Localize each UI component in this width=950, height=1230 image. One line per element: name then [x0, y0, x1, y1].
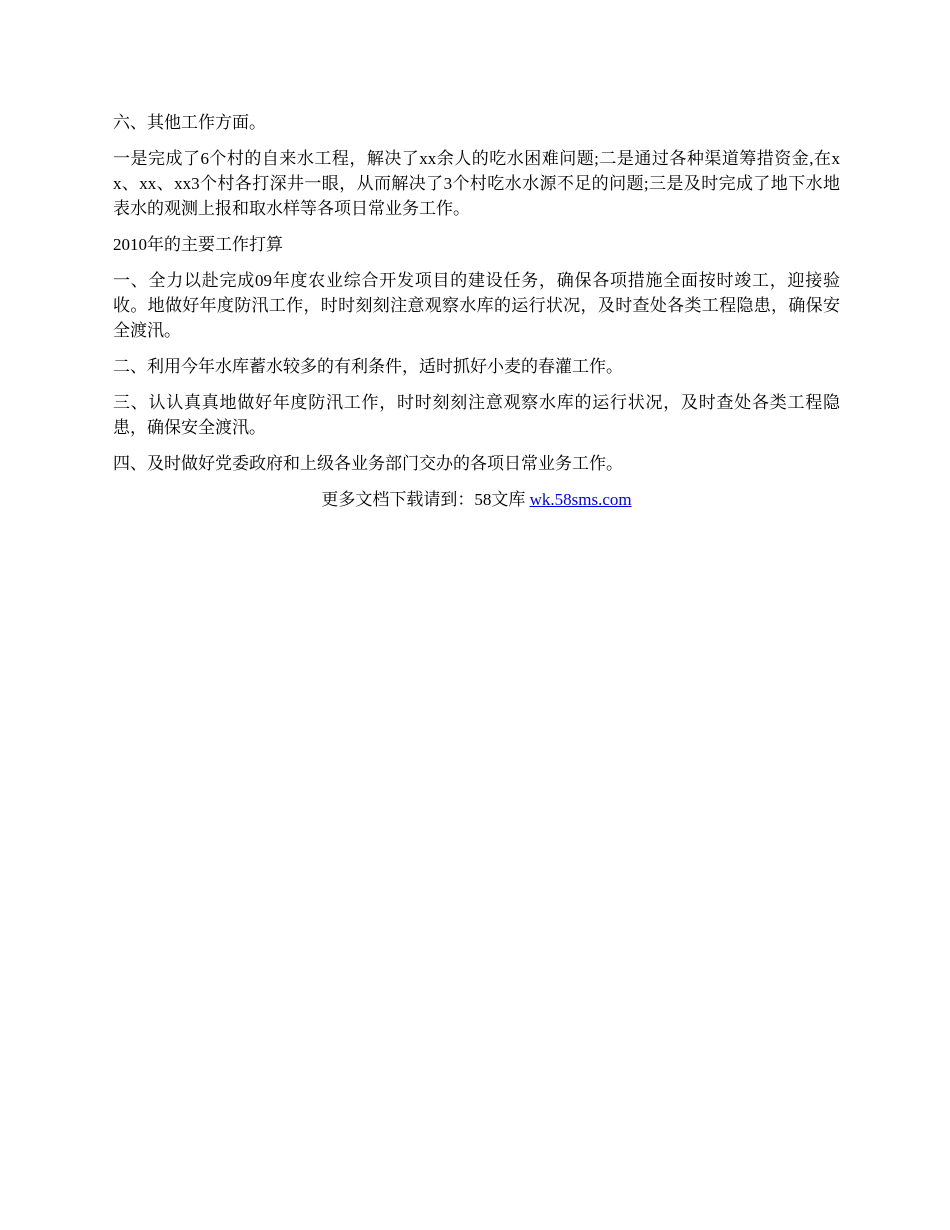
document-page — [113, 110, 840, 513]
paragraph-plan-item-4: 四、及时做好党委政府和上级各业务部门交办的各项日常业务工作。 — [113, 454, 623, 473]
section-heading-other-work: 六、其他工作方面。 — [113, 113, 266, 132]
paragraph-plan-item-3: 三、认认真真地做好年度防汛工作，时时刻刻注意观察水库的运行状况，及时查处各类工程隐患，确保安全渡汛。 — [113, 393, 840, 437]
paragraph-achievements: 一是完成了6个村的自来水工程，解决了xx余人的吃水困难问题;二是通过各种渠道筹措资金,在xx、xx、xx3个村各打深井一眼，从而解决了3个村吃水水源不足的问题;三是及时完成了地下水地表水的观测上报和取水样等各项日常业务工作。 — [113, 149, 840, 218]
paragraph-plan-item-1: 一、全力以赴完成09年度农业综合开发项目的建设任务，确保各项措施全面按时竣工，迎接验收。地做好年度防汛工作，时时刻刻注意观察水库的运行状况，及时查处各类工程隐患，确保安全渡汛。 — [113, 271, 840, 340]
paragraph-plan-item-2: 二、利用今年水库蓄水较多的有利条件，适时抓好小麦的春灌工作。 — [113, 357, 623, 376]
footer-text: 更多文档下载请到：58文库 — [321, 490, 530, 509]
footer-link[interactable]: wk.58sms.com — [529, 490, 632, 509]
section-heading-2010-plan: 2010年的主要工作打算 — [113, 235, 283, 254]
download-footer — [113, 487, 840, 513]
